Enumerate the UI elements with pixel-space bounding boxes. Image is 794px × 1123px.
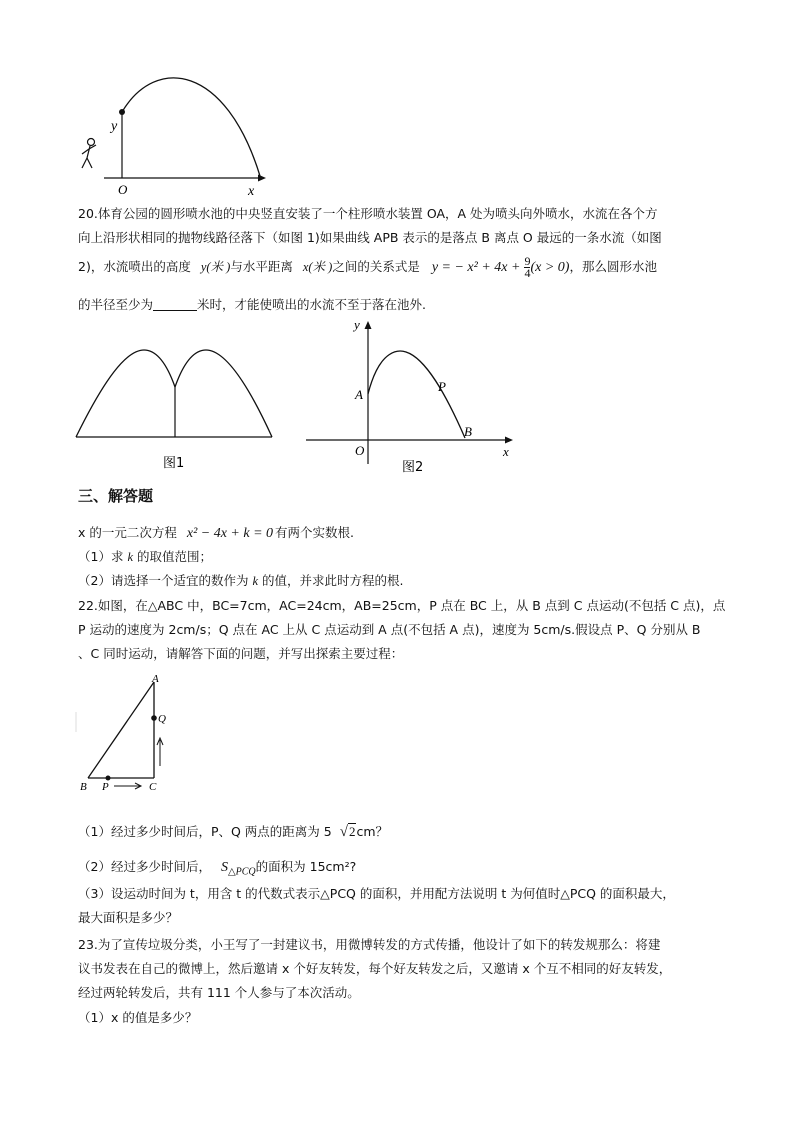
q20-line1: 20.体育公园的圆形喷水池的中央竖直安装了一个柱形喷水装置 OA，A 处为喷头向外喷水，水流在各个方 bbox=[78, 206, 658, 221]
figure-top-parabola bbox=[76, 70, 276, 200]
q23-line2: 议书发表在自己的微博上，然后邀请 x 个好友转发，每个好友转发之后，又邀请 x 个互不相同的好友转发， bbox=[78, 961, 672, 976]
svg-text:C: C bbox=[149, 781, 157, 793]
label-o: O bbox=[118, 182, 128, 197]
parabola-curve bbox=[122, 78, 260, 176]
svg-text:y: y bbox=[354, 317, 360, 332]
answer-blank[interactable] bbox=[153, 298, 197, 311]
q23-line3: 经过两轮转发后，共有 111 个人参与了本次活动。 bbox=[78, 985, 360, 1000]
svg-text:P: P bbox=[102, 781, 109, 793]
svg-text:x: x bbox=[503, 444, 509, 459]
q23-line1: 23.为了宣传垃圾分类，小王写了一封建议书，用微博转发的方式传播，他设计了如下的转发规那么：将建 bbox=[78, 937, 661, 952]
fig1-caption: 图1 bbox=[163, 456, 185, 471]
svg-text:A: A bbox=[152, 673, 159, 685]
svg-text:P: P bbox=[438, 379, 446, 394]
fig2-curve bbox=[368, 351, 465, 438]
q20-formula: y = − x² + 4x + bbox=[431, 260, 521, 275]
q22-line3: 、C 同时运动，请解答下面的问题，并写出探索主要过程： bbox=[78, 646, 404, 661]
q22-part2: （2）经过多少时间后， $S_{\triangle PCQ}$的面积为 15cm²? bbox=[78, 859, 357, 878]
q20-fraction: $\frac{9}{4}$ bbox=[524, 254, 531, 280]
svg-text:Q: Q bbox=[158, 713, 166, 725]
fig2-x-arrow-icon bbox=[505, 437, 513, 444]
figure-1-fountain bbox=[74, 345, 274, 475]
q21-part2: （2）请选择一个适宜的数作为 k 的值，并求此时方程的根. bbox=[78, 573, 404, 588]
label-x: x bbox=[248, 184, 255, 199]
q20-line4: 的半径至少为 米时，才能使喷出的水流不至于落在池外. bbox=[78, 297, 426, 312]
fig2-caption: 图2 bbox=[402, 460, 424, 475]
q22-line2: P 运动的速度为 2cm/s；Q 点在 AC 上从 C 点运动到 A 点(不包括 A 点)，速度为 5cm/s.假设点 P、Q 分别从 B bbox=[78, 622, 701, 637]
q21-part1: （1）求 k 的取值范围； bbox=[78, 549, 212, 564]
q22-part3-line2: 最大面积是多少？ bbox=[78, 910, 179, 925]
q22-part1: （1）经过多少时间后，P、Q 两点的距离为 5 √2cm？ bbox=[78, 824, 389, 840]
point-p bbox=[106, 776, 111, 781]
svg-text:A: A bbox=[355, 387, 363, 402]
svg-text:B: B bbox=[80, 781, 87, 793]
svg-text:B: B bbox=[464, 424, 472, 439]
q21-stem: x 的一元二次方程 x² − 4x + k = 0 有两个实数根. bbox=[78, 525, 355, 541]
q22-line1: 22.如图，在△ABC 中，BC=7cm，AC=24cm，AB=25cm，P 点在 BC 上，从 B 点到 C 点运动(不包括 C 点)，点 bbox=[78, 598, 726, 613]
q20-line2: 向上沿形状相同的抛物线路径落下（如图 1)如果曲线 APB 表示的是落点 B 离点 O 最远的一条水流（如图 bbox=[78, 230, 662, 245]
q23-part1: （1）x 的值是多少？ bbox=[78, 1010, 198, 1025]
section-title: 三、解答题 bbox=[78, 487, 154, 505]
figure-2-graph bbox=[300, 312, 525, 477]
point-q bbox=[151, 715, 157, 721]
stick-figure-icon bbox=[82, 139, 96, 169]
q20-line3: 2)，水流喷出的高度 y(米 )与水平距离 x(米 )之间的关系式是 y = − x² + 4x + $\frac{9}{4}$ (x > 0)，那么圆形水池 bbox=[78, 254, 657, 280]
fig2-y-arrow-icon bbox=[365, 321, 372, 329]
svg-text:O: O bbox=[355, 443, 365, 458]
figure-triangle bbox=[72, 672, 182, 797]
q22-part3-line1: （3）设运动时间为 t，用含 t 的代数式表示△PCQ 的面积，并用配方法说明 t 为何值时△PCQ 的面积最大， bbox=[78, 886, 675, 901]
label-y: y bbox=[111, 119, 118, 134]
